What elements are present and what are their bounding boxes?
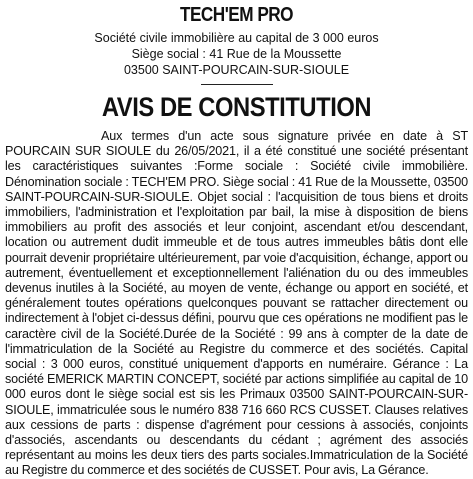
registered-office: Siège social : 41 Rue de la Moussette	[131, 47, 342, 61]
postcode-city: 03500 SAINT-POURCAIN-SUR-SIOULE	[123, 63, 350, 77]
company-details	[5, 30, 468, 78]
notice-body: Aux termes d'un acte sous signature privée en date à ST POURCAIN SUR SIOULE du 26/05/2021, il a été constitué une société présentant les caractéristiques suivantes :Forme sociale : Société civile immobilière. Dénomination sociale : TECH'EM PRO. Siège social : 41 Rue de la Moussette, 03500 SAINT-POURCAIN-SUR-SIOULE. Objet social : l'acquisition de tous biens et droits immobiliers, l'administration et l'exploitation par bail, la mise à disposition de biens immobiliers au profit des associés et leur conjoint, ascendant et/ou descendant, location ou autrement dudit immeuble et de tous autres immeubles bâtis dont elle pourrait devenir propriétaire ultérieurement, par voie d'acquisition, échange, apport ou autrement, éventuellement et exceptionnellement l'aliénation du ou des immeubles devenus inutiles à la Société, au moyen de vente, échange ou apport en société, et généralement toutes opérations quelconques pouvant se rattacher directement ou indirectement à l'objet ci-dessus défini, pourvu que ces opérations ne modifient pas le caractère civil de la Société.Durée de la Société : 99 ans à compter de la date de l'immatriculation de la Société au Registre du commerce et des sociétés. Capital social : 3 000 euros, constitué uniquement d'apports en numéraire. Gérance : La société EMERICK MARTIN CONCEPT, société par actions simplifiée au capital de 10 000 euros dont le siège social est sis les Primaux 03500 SAINT-POURCAIN-SUR-SIOULE, immatriculée sous le numéro 838 716 660 RCS CUSSET. Clauses relatives aux cessions de parts : dispense d'agrément pour cessions à associés, conjoints d'associés, ascendants ou descendants du cédant ; agrément des associés représentant au moins les deux tiers des parts sociales.Immatriculation de la Société au Registre du commerce et des sociétés de CUSSET. Pour avis, La Gérance.	[5, 129, 468, 478]
notice-title: AVIS DE CONSTITUTION	[101, 92, 372, 122]
divider-rule	[201, 84, 273, 85]
company-name: TECH'EM PRO	[179, 4, 294, 26]
company-type-capital: Société civile immobilière au capital de 3 000 euros	[94, 31, 379, 45]
